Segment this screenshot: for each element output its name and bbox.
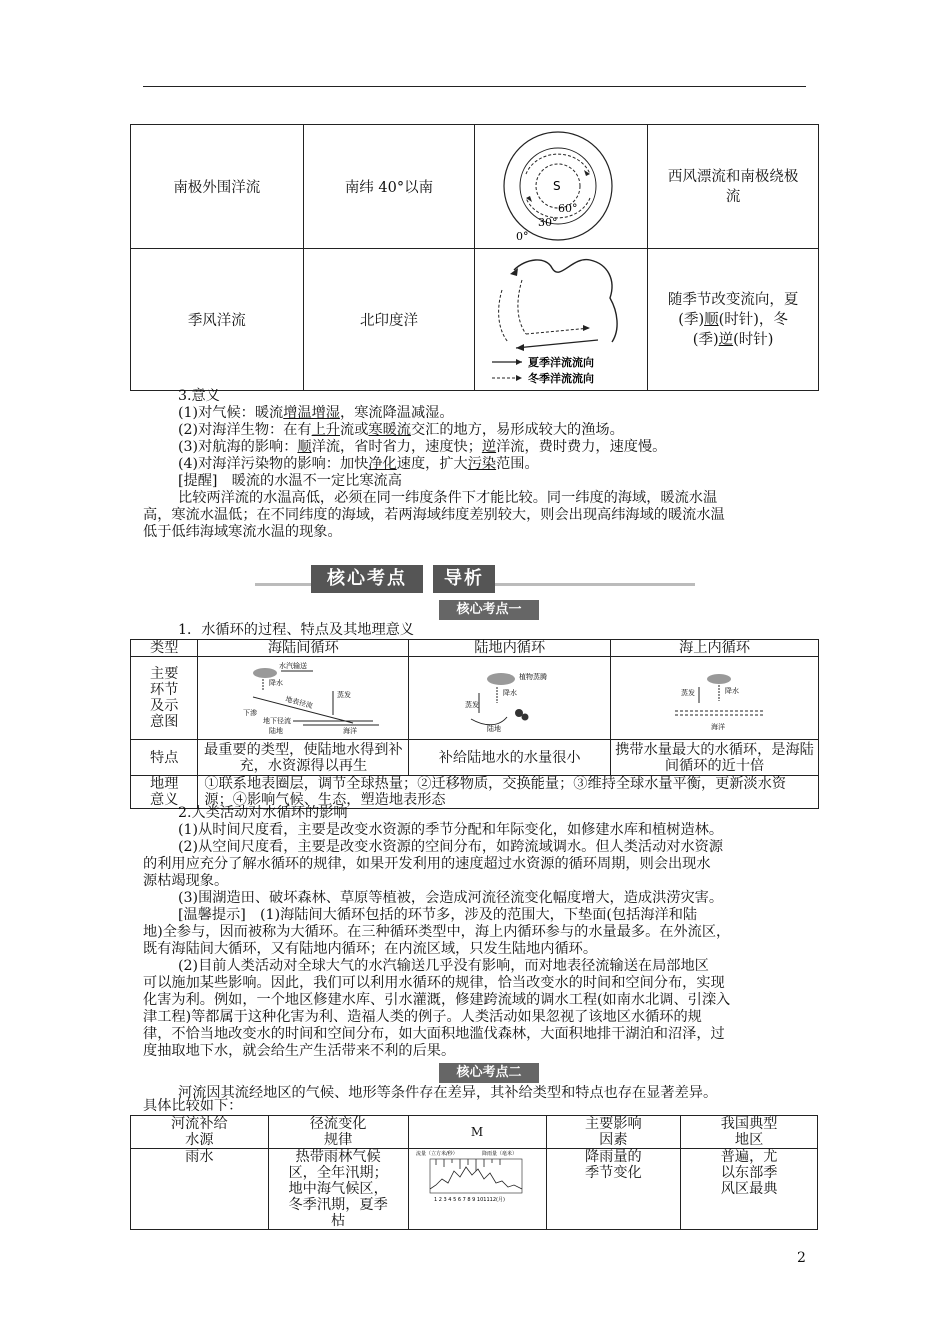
- svg-text:海洋: 海洋: [710, 723, 725, 731]
- current-region: 北印度洋: [303, 249, 475, 391]
- tip-title: [提醒] 暖流的水温不一定比寒流高: [178, 473, 402, 489]
- svg-text:0°: 0°: [516, 229, 529, 243]
- table-row: 雨水 热带雨林气候区，全年汛期；地中海气候区，冬季汛期，夏季枯 流量（立方米/秒） 降雨量（毫米） 1 2 3 4 5 6 7 8 9 101112(月) 降雨量的季节变化 普遍，尤以东部季风区最典: [131, 1149, 818, 1230]
- svg-text:陆地: 陆地: [269, 727, 284, 735]
- table-row: [131, 125, 819, 249]
- monsoon-diagram: [475, 249, 648, 391]
- current-direction: 西风漂流和南极绕极流: [648, 125, 819, 249]
- paragraph: 低于低纬海域寒流水温的现象。: [143, 524, 342, 540]
- current-name: 季风洋流: [131, 249, 304, 391]
- runoff-chart: [408, 1149, 546, 1230]
- kp1-title: 1．水循环的过程、特点及其地理意义: [178, 622, 415, 638]
- svg-text:陆地: 陆地: [486, 725, 501, 733]
- svg-text:蒸发: 蒸发: [464, 701, 479, 709]
- paragraph: (2)对海洋生物：在有上升流或寒暖流交汇的地方，易形成较大的渔场。: [178, 422, 624, 438]
- sea-land-cycle-diagram: [198, 657, 409, 740]
- svg-text:降水: 降水: [502, 689, 517, 697]
- svg-text:海洋: 海洋: [343, 727, 358, 735]
- header-rule: [143, 86, 806, 87]
- svg-text:降雨量（毫米）: 降雨量（毫米）: [482, 1151, 518, 1157]
- svg-text:流量（立方米/秒）: 流量（立方米/秒）: [416, 1151, 458, 1157]
- svg-text:下渗: 下渗: [243, 709, 258, 717]
- sea-cycle-diagram: [611, 657, 819, 740]
- svg-text:降水: 降水: [269, 679, 284, 687]
- water-cycle-table: [130, 639, 819, 809]
- table-row: 特点 最重要的类型，使陆地水得到补充，水资源得以再生 补给陆地水的水量很小 携带水量最大的水循环，是海陆间循环的近十倍: [131, 740, 819, 776]
- paragraph: (1)对气候：暖流增温增湿，寒流降温减湿。: [178, 405, 454, 421]
- paragraph: 比较两洋流的水温高低，必须在同一纬度条件下才能比较。同一纬度的海域，暖流水温: [178, 490, 718, 506]
- table-row: 地理意义 ①联系地表圈层，调节全球热量；②迁移物质，交换能量；③维持全球水量平衡，更新淡水资源；④影响气候、生态，塑造地表形态: [131, 776, 819, 809]
- table-header-row: 类型 海陆间循环 陆地内循环 海上内循环: [131, 640, 819, 657]
- svg-text:蒸发: 蒸发: [337, 691, 352, 699]
- current-region: 南纬 40°以南: [303, 125, 475, 249]
- paragraph: (4)对海洋污染物的影响：加快净化速度，扩大污染范围。: [178, 456, 539, 472]
- page-number: 2: [797, 1250, 806, 1266]
- svg-text:夏季洋流流向: 夏季洋流流向: [528, 355, 595, 369]
- river-supply-table: [130, 1115, 818, 1230]
- kp2-tag: 核心考点二: [439, 1063, 539, 1083]
- svg-text:60°: 60°: [558, 201, 578, 215]
- svg-text:植物蒸腾: 植物蒸腾: [518, 673, 547, 681]
- table-row: [131, 249, 819, 391]
- antarctic-diagram: [475, 125, 648, 249]
- paragraph: (3)对航海的影响：顺洋流，省时省力，速度快；逆洋流，费时费力，速度慢。: [178, 439, 667, 455]
- svg-text:冬季洋流流向: 冬季洋流流向: [528, 371, 595, 385]
- svg-text:地下径流: 地下径流: [263, 717, 292, 725]
- table-header-row: 河流补给水源 径流变化规律 M 主要影响因素 我国典型地区: [131, 1116, 818, 1149]
- section-title: 3.意义: [178, 388, 220, 404]
- land-cycle-diagram: [409, 657, 611, 740]
- table-row: 主要环节及示意图 水汽输送 降水 地表径流 蒸发 下渗 地下径流 陆地 海洋 降水 植物蒸腾 蒸发 陆地 降水 蒸发 海洋: [131, 657, 819, 740]
- svg-text:降水: 降水: [724, 687, 739, 695]
- svg-text:地表径流: 地表径流: [284, 695, 314, 711]
- svg-text:1 2 3 4 5 6 7 8 9 101112(月): 1 2 3 4 5 6 7 8 9 101112(月): [434, 1197, 505, 1203]
- svg-text:水汽输送: 水汽输送: [279, 662, 308, 670]
- svg-text:蒸发: 蒸发: [680, 689, 695, 697]
- pole-label: S: [553, 178, 561, 193]
- kp1-tag: 核心考点一: [439, 600, 539, 620]
- current-direction: 随季节改变流向，夏 (季)顺(时针)，冬 (季)逆(时针): [648, 249, 819, 391]
- current-name: 南极外围洋流: [131, 125, 304, 249]
- paragraph: 高，寒流水温低；在不同纬度的海域，若两海域纬度差别较大，则会出现高纬海域的暖流水温: [143, 507, 725, 523]
- svg-text:30°: 30°: [538, 215, 558, 229]
- section-banner: 核心考点 导析: [255, 563, 695, 595]
- ocean-current-table: [130, 124, 819, 391]
